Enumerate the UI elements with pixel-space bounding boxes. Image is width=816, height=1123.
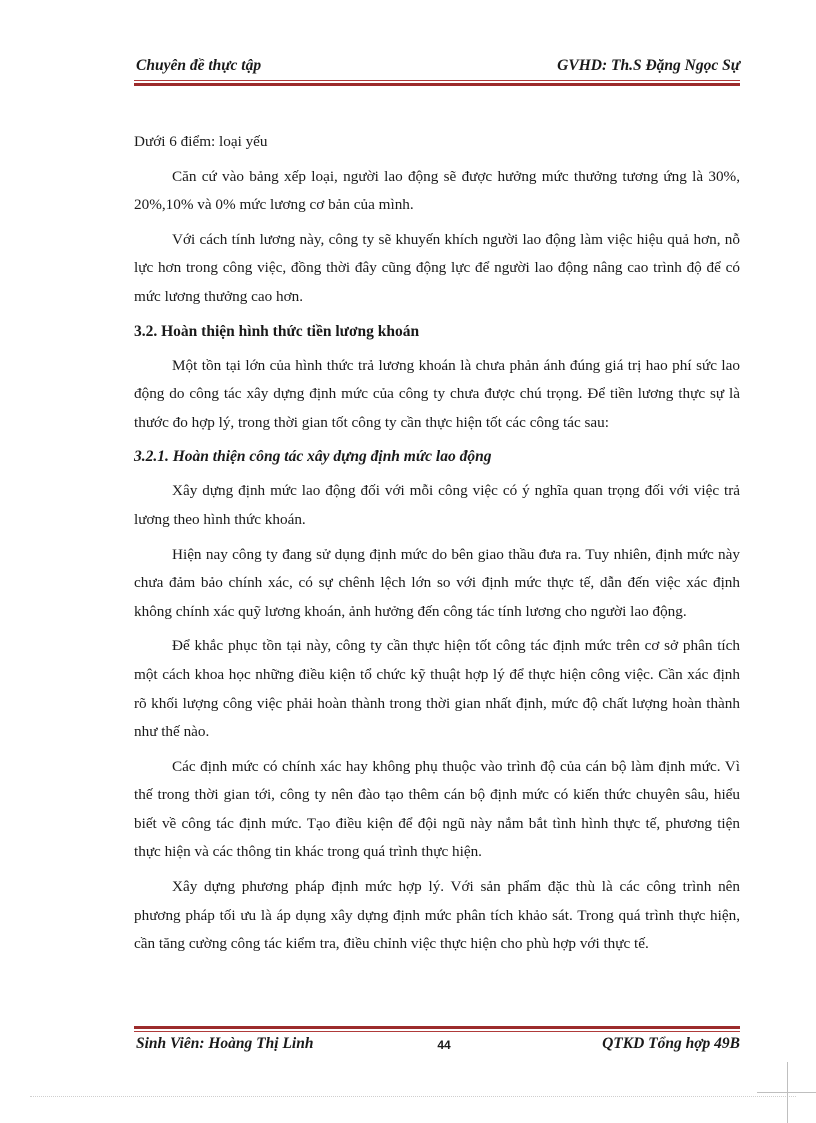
footer-right: QTKD Tổng hợp 49B <box>602 1035 740 1052</box>
paragraph: Xây dựng phương pháp định mức hợp lý. Với sản phẩm đặc thù là các công trình nên phương pháp tối ưu là áp dụng xây dựng định mức phân tích khảo sát. Trong quá trình thực hiện, cần tăng cường công tác kiểm tra, điều chỉnh việc thực hiện cho phù hợp với thực tế. <box>134 878 740 953</box>
subsection-heading: 3.2.1. Hoàn thiện công tác xây dựng định mức lao động <box>134 448 492 466</box>
paragraph: Với cách tính lương này, công ty sẽ khuyến khích người lao động làm việc hiệu quả hơn, nỗ lực hơn trong công việc, đồng thời đây cũng động lực để người lao động nâng cao trình độ để có mức lương thưởng cao hơn. <box>134 230 740 305</box>
header-left: Chuyên đề thực tập <box>136 57 262 74</box>
footer-rule-thin <box>134 1031 740 1032</box>
section-heading: 3.2. Hoàn thiện hình thức tiền lương khoán <box>134 322 420 340</box>
header-rule-thick <box>134 83 740 86</box>
paragraph: Dưới 6 điểm: loại yếu <box>134 133 268 150</box>
paragraph: Để khắc phục tồn tại này, công ty cần thực hiện tốt công tác định mức trên cơ sở phân tích một cách khoa học những điều kiện tổ chức kỹ thuật hợp lý để thực hiện công việc. Cần xác định rõ khối lượng công việc phải hoàn thành trong thời gian nhất định, mức độ chất lượng hoàn thành như thế nào. <box>134 637 740 741</box>
header-rule-thin <box>134 80 740 81</box>
footer-left: Sinh Viên: Hoàng Thị Linh <box>136 1035 314 1052</box>
paragraph: Xây dựng định mức lao động đối với mỗi công việc có ý nghĩa quan trọng đối với việc trả lương theo hình thức khoán. <box>134 482 740 528</box>
page-edge-dotted-line <box>30 1096 796 1097</box>
footer-rule-thick <box>134 1026 740 1029</box>
page-body <box>134 128 740 965</box>
page-number: 44 <box>437 1038 451 1052</box>
crop-mark-horizontal <box>757 1092 816 1093</box>
paragraph: Căn cứ vào bảng xếp loại, người lao động sẽ được hưởng mức thưởng tương ứng là 30%, 20%,10% và 0% mức lương cơ bản của mình. <box>134 167 740 214</box>
paragraph: Các định mức có chính xác hay không phụ thuộc vào trình độ của cán bộ làm định mức. Vì thế trong thời gian tới, công ty nên đào tạo thêm cán bộ định mức có kiến thức chuyên sâu, hiểu biết về công tác định mức. Tạo điều kiện để đội ngũ này nắm bắt tình hình thực tế, phương tiện thực hiện và các thông tin khác trong quá trình thực hiện. <box>134 757 740 861</box>
paragraph: Hiện nay công ty đang sử dụng định mức do bên giao thầu đưa ra. Tuy nhiên, định mức này chưa đảm bảo chính xác, có sự chênh lệch lớn so với định mức thực tế, dẫn đến việc xác định không chính xác quỹ lương khoán, ảnh hưởng đến công tác tính lương cho người lao động. <box>134 545 740 620</box>
paragraph: Một tồn tại lớn của hình thức trả lương khoán là chưa phản ánh đúng giá trị hao phí sức lao động do công tác xây dựng định mức của công ty chưa được chú trọng. Để tiền lương thực sự là thước đo hợp lý, trong thời gian tốt công ty cần thực hiện tốt các công tác sau: <box>134 356 740 431</box>
header-right: GVHD: Th.S Đặng Ngọc Sự <box>557 57 740 74</box>
